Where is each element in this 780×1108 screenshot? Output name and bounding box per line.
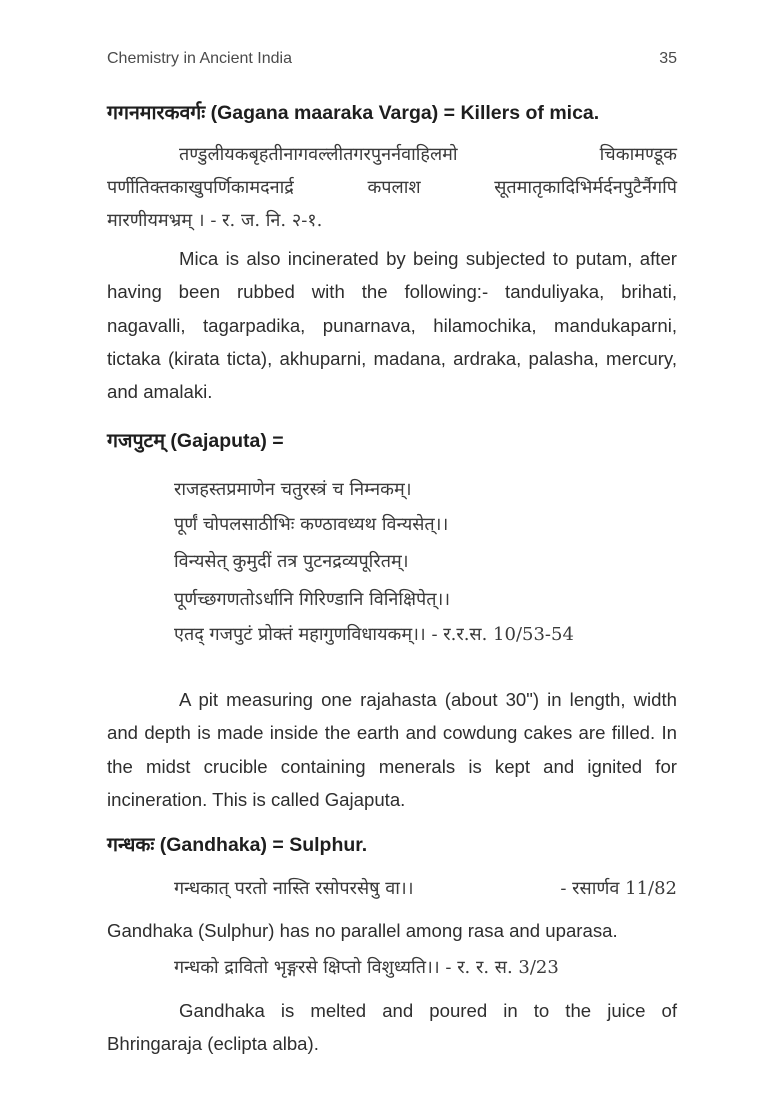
sanskrit-line: पर्णीतिक्तकाखुपर्णिकामदनार्द्र कपलाश सूतमातृकादिभिर्मर्दनपुटैर्नैगपि (107, 177, 677, 198)
heading-sanskrit: गन्धकः (107, 833, 155, 856)
verse-line: पूर्णं चोपलसाठीभिः कण्ठावध्यथ विन्यसेत्।। (174, 514, 449, 535)
heading-english: (Gagana maaraka Varga) = Killers of mica. (205, 102, 600, 124)
heading-sanskrit: गगनमारकवर्गः (107, 101, 206, 124)
verse-citation: - रसार्णव 11/82 (560, 878, 677, 899)
section-heading-gajaputa (107, 426, 677, 453)
sanskrit-quote-1 (107, 138, 677, 237)
paragraph-gajaputa-description: A pit measuring one rajahasta (about 30") in length, width and depth is made inside the earth and cowdung cakes are filled. In the midst crucible containing menerals is kept and ignited for incineration. This is called Gajaputa. (107, 689, 677, 810)
heading-english: (Gajaputa) = (165, 430, 284, 452)
gandhaka-verse-2: गन्धको द्रावितो भृङ्गरसे क्षिप्तो विशुध्यति।। - र. र. स. 3/23 (174, 957, 559, 978)
paragraph-mica-incineration: Mica is also incinerated by being subjected to putam, after having been rubbed with the following:- tanduliyaka, brihati, nagavalli, tagarpadika, punarnava, hilamochika, mandukaparni, tictaka (kirata ticta), akhuparni, madana, ardraka, palasha, mercury, and amalaki. (107, 248, 677, 403)
verse-line: राजहस्तप्रमाणेन चतुरस्त्रं च निम्नकम्। (174, 479, 412, 500)
page-number: 35 (659, 50, 677, 67)
gandhaka-verse-1 (107, 872, 677, 905)
paragraph-gandhaka-purification: Gandhaka is melted and poured in to the juice of Bhringaraja (eclipta alba). (107, 1000, 677, 1055)
verse-line: पूर्णच्छगणतोऽर्धानि गिरिण्डानि विनिक्षिपेत्।। (174, 589, 451, 610)
section-heading-gagana-maaraka-varga (107, 98, 677, 125)
section-heading-gandhaka (107, 830, 677, 857)
heading-sanskrit: गजपुटम् (107, 429, 166, 452)
verse-line-citation: एतद् गजपुटं प्रोक्तं महागुणविधायकम्।। - र.र.स. 10/53-54 (174, 624, 574, 645)
sanskrit-line-citation: मारणीयमभ्रम् । - र. ज. नि. २-१. (107, 210, 323, 231)
sanskrit-line: तण्डुलीयकबृहतीनागवल्लीतगरपुनर्नवाहिलमो चिकामण्डूक (179, 144, 677, 165)
gandhaka-line-1: Gandhaka (Sulphur) has no parallel among rasa and uparasa. (107, 920, 618, 941)
heading-english: (Gandhaka) = Sulphur. (154, 834, 368, 856)
book-title: Chemistry in Ancient India (107, 50, 292, 67)
verse-text: गन्धकात् परतो नास्ति रसोपरसेषु वा।। (174, 878, 414, 899)
gajaputa-verses (107, 472, 677, 652)
verse-line: विन्यसेत् कुमुदीं तत्र पुटनद्रव्यपूरितम्। (174, 551, 409, 572)
